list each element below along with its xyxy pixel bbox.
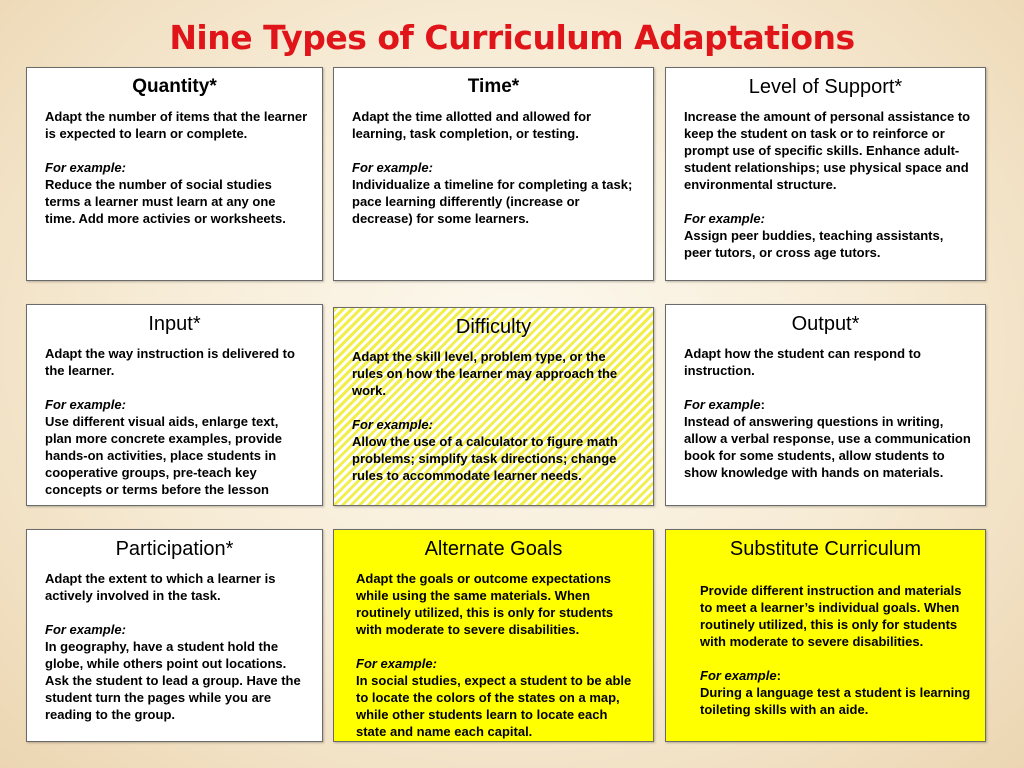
card-participation <box>26 529 323 742</box>
card-example: Use different visual aids, enlarge text, plan more concrete examples, provide hands-on activities, place students in cooperative groups, pre-teach key concepts or terms before the lesson <box>45 414 282 497</box>
card-example: Assign peer buddies, teaching assistants, peer tutors, or cross age tutors. <box>684 228 944 260</box>
card-body <box>27 570 322 723</box>
card-example: During a language test a student is learning toileting skills with an aide. <box>700 685 971 717</box>
card-body <box>666 108 985 261</box>
card-description: Provide different instruction and materials to meet a learner’s individual goals. When routinely utilized, this is only for students with moderate to severe disabilities. <box>700 583 962 649</box>
card-time <box>333 67 654 281</box>
example-label-suffix: : <box>760 397 765 412</box>
card-example: Allow the use of a calculator to figure math problems; simplify task directions; change rules to accommodate learner needs. <box>352 434 618 483</box>
example-label: For example: <box>45 622 126 637</box>
example-label: For example: <box>684 211 765 226</box>
example-label-line <box>45 159 308 176</box>
card-heading: Alternate Goals <box>424 538 563 560</box>
card-description: Adapt the goals or outcome expectations while using the same materials. When routinely utilized, this is only for students with moderate to severe disabilities. <box>356 571 614 637</box>
card-body <box>334 570 653 740</box>
example-label-line <box>352 416 639 433</box>
card-body <box>334 348 653 484</box>
card-heading: Level of Support* <box>748 76 903 98</box>
card-heading: Input* <box>148 313 201 335</box>
card-description: Adapt the way instruction is delivered to the learner. <box>45 346 295 378</box>
card-heading: Output* <box>791 313 860 335</box>
card-body <box>666 570 985 718</box>
example-label-line <box>684 396 971 413</box>
card-example: In geography, have a student hold the globe, while others point out locations. Ask the student to lead a group. Have the student turn the pages while you are reading to the group. <box>45 639 301 722</box>
card-description: Adapt the time allotted and allowed for learning, task completion, or testing. <box>352 109 592 141</box>
card-description: Adapt the number of items that the learner is expected to learn or complete. <box>45 109 308 141</box>
card-heading: Difficulty <box>455 316 532 338</box>
example-label: For example: <box>356 656 437 671</box>
card-body <box>27 345 322 498</box>
card-body <box>666 345 985 481</box>
card-heading: Quantity* <box>132 76 217 97</box>
example-label-line <box>700 667 971 684</box>
card-alternate-goals <box>333 529 654 742</box>
card-body <box>334 108 653 227</box>
card-input <box>26 304 323 506</box>
card-heading: Time* <box>467 76 520 97</box>
example-label-suffix: : <box>776 668 781 683</box>
card-description: Adapt how the student can respond to instruction. <box>684 346 921 378</box>
card-description: Increase the amount of personal assistance to keep the student on task or to reinforce or prompt use of specific skills. Enhance adult-student relationships; use physical space and environmental structure. <box>684 109 971 192</box>
card-substitute-curriculum <box>665 529 986 742</box>
example-label: For example <box>684 397 761 412</box>
card-example: Reduce the number of social studies terms a learner must learn at any one time. Add more activies or worksheets. <box>45 177 286 226</box>
example-label-line <box>356 655 639 672</box>
card-example: Instead of answering questions in writing, allow a verbal response, use a communication book for some students, allow students to show knowledge with hands on materials. <box>684 414 971 480</box>
example-label-line <box>45 396 308 413</box>
example-label-line <box>352 159 639 176</box>
example-label-line <box>45 621 308 638</box>
card-heading: Substitute Curriculum <box>729 538 922 560</box>
card-example: Individualize a timeline for completing a task; pace learning differently (increase or decrease) for some learners. <box>352 177 633 226</box>
card-description: Adapt the skill level, problem type, or the rules on how the learner may approach the work. <box>352 349 618 398</box>
card-description: Adapt the extent to which a learner is actively involved in the task. <box>45 571 276 603</box>
example-label: For example: <box>45 160 126 175</box>
card-body <box>27 108 322 227</box>
example-label-line <box>684 210 971 227</box>
example-label: For example <box>700 668 777 683</box>
card-example: In social studies, expect a student to be able to locate the colors of the states on a map, while other students learn to locate each state and name each capital. <box>356 673 632 739</box>
card-heading: Participation* <box>115 538 234 560</box>
card-difficulty <box>333 307 654 506</box>
example-label: For example: <box>352 417 433 432</box>
card-quantity <box>26 67 323 281</box>
page-title: Nine Types of Curriculum Adaptations <box>169 18 855 57</box>
card-level-of-support <box>665 67 986 281</box>
card-output <box>665 304 986 506</box>
example-label: For example: <box>45 397 126 412</box>
example-label: For example: <box>352 160 433 175</box>
